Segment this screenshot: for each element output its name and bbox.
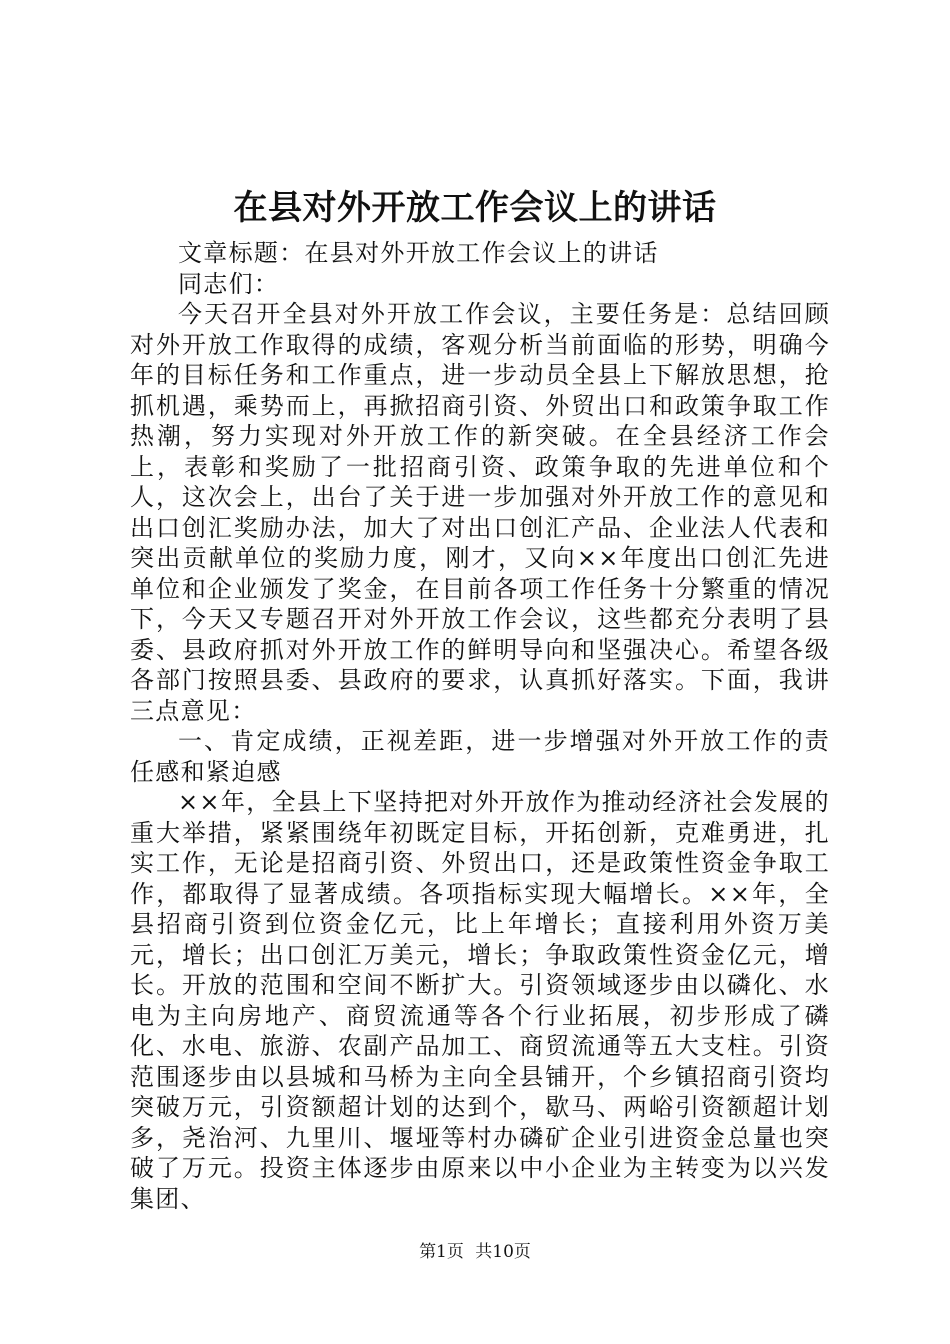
document-body [130,238,830,1214]
page-number: 第1页 [419,1242,464,1262]
body-paragraph: ××年，全县上下坚持把对外开放作为推动经济社会发展的重大举措，紧紧围绕年初既定目标，开拓创新，克难勇进，扎实工作，无论是招商引资、外贸出口，还是政策性资金争取工作，都取得了显著成绩。各项指标实现大幅增长。××年，全县招商引资到位资金亿元，比上年增长；直接利用外资万美元，增长；出口创汇万美元，增长；争取政策性资金亿元，增长。开放的范围和空间不断扩大。引资领域逐步由以磷化、水电为主向房地产、商贸流通等各个行业拓展，初步形成了磷化、水电、旅游、农副产品加工、商贸流通等五大支柱。引资范围逐步由以县城和马桥为主向全县铺开，个乡镇招商引资均突破万元，引资额超计划的达到个，歇马、两峪引资额超计划多，尧治河、九里川、堰垭等村办磷矿企业引进资金总量也突破了万元。投资主体逐步由原来以中小企业为主转变为以兴发集团、 [130,788,830,1213]
section-heading: 一、肯定成绩，正视差距，进一步增强对外开放工作的责任感和紧迫感 [130,727,830,786]
article-title-line: 文章标题：在县对外开放工作会议上的讲话 [178,239,659,267]
document-title: 在县对外开放工作会议上的讲话 [233,188,717,228]
page-total: 共10页 [475,1242,531,1262]
page-footer [0,1240,950,1264]
salutation: 同志们： [178,269,280,298]
body-paragraph: 今天召开全县对外开放工作会议，主要任务是：总结回顾对外开放工作取得的成绩，客观分析当前面临的形势，明确今年的目标任务和工作重点，进一步动员全县上下解放思想，抢抓机遇，乘势而上，再掀招商引资、外贸出口和政策争取工作热潮，努力实现对外开放工作的新突破。在全县经济工作会上，表彰和奖励了一批招商引资、政策争取的先进单位和个人，这次会上，出台了关于进一步加强对外开放工作的意见和出口创汇奖励办法，加大了对出口创汇产品、企业法人代表和突出贡献单位的奖励力度，刚才，又向××年度出口创汇先进单位和企业颁发了奖金，在目前各项工作任务十分繁重的情况下，今天又专题召开对外开放工作会议，这些都充分表明了县委、县政府抓对外开放工作的鲜明导向和坚强决心。希望各级各部门按照县委、县政府的要求，认真抓好落实。下面，我讲三点意见： [130,300,830,725]
